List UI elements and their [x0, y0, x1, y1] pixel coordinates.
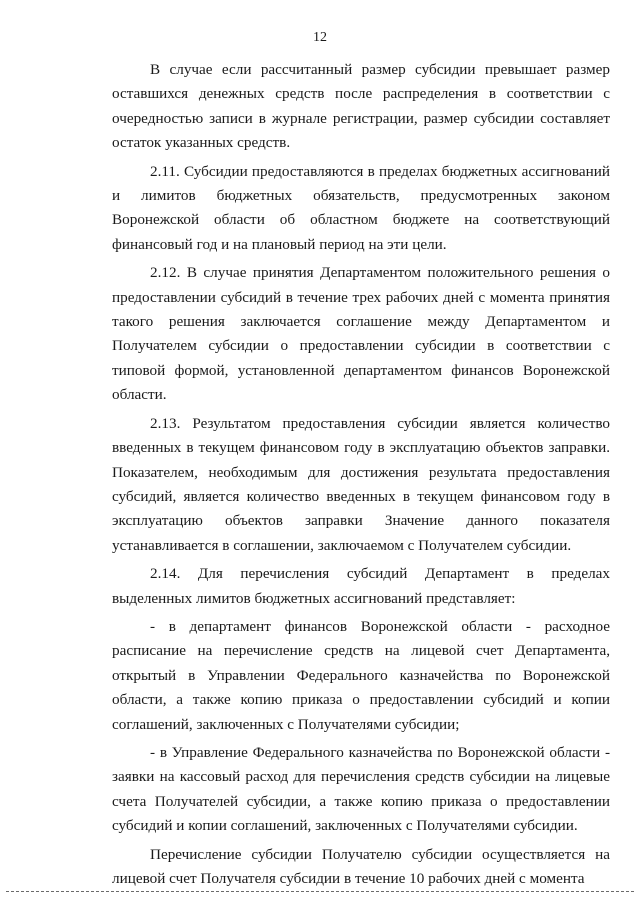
- paragraph-2-14: 2.14. Для перечисления субсидий Департамент в пределах выделенных лимитов бюджетных ассигнований представляет:: [112, 565, 610, 607]
- paragraph-transfer: Перечисление субсидии Получателю субсидии осуществляется на лицевой счет Получателя субсидии в течение 10 рабочих дней с момента: [112, 845, 610, 887]
- list-item-treasury: - в Управление Федерального казначейства по Воронежской области - заявки на кассовый расход для перечисления средств субсидии на лицевые счета Получателей субсидии, а также копию приказа о предоставлении субсидий и копии соглашений, заключенных с Получателями субсидии.: [112, 743, 610, 835]
- page-number: 12: [313, 30, 327, 45]
- document-body: [112, 58, 610, 895]
- paragraph-2-11: 2.11. Субсидии предоставляются в пределах бюджетных ассигнований и лимитов бюджетных обязательств, предусмотренных законом Воронежской области об областном бюджете на соответствующий финансовый год и на плановый период на эти цели.: [112, 162, 610, 253]
- list-item-finance-department: - в департамент финансов Воронежской области - расходное расписание на перечисление средств на лицевой счет Департамента, открытый в Управлении Федерального казначейства по Воронежской области, а также копию приказа о предоставлении субсидий и копии соглашений, заключенных с Получателями субсидии;: [112, 617, 610, 733]
- paragraph-subsidy-remainder: В случае если рассчитанный размер субсидии превышает размер оставшихся денежных средств после распределения в соответствии с очередностью записи в журнале регистрации, размер субсидии составляет остаток указанных средств.: [112, 61, 610, 152]
- paragraph-2-12: 2.12. В случае принятия Департаментом положительного решения о предоставлении субсидий в течение трех рабочих дней с момента принятия такого решения заключается соглашение между Департаментом и Получателем субсидии о предоставлении субсидии в соответствии с типовой формой, установленной департаментом финансов Воронежской области.: [112, 264, 610, 404]
- scan-edge-line: [6, 891, 634, 892]
- paragraph-2-13: 2.13. Результатом предоставления субсидии является количество введенных в текущем финансовом году в эксплуатацию объектов заправки. Показателем, необходимым для достижения результата предоставления субсидий, является количество введенных в текущем финансовом году в эксплуатацию объектов заправки Значение данного показателя устанавливается в соглашении, заключаемом с Получателем субсидии.: [112, 414, 610, 554]
